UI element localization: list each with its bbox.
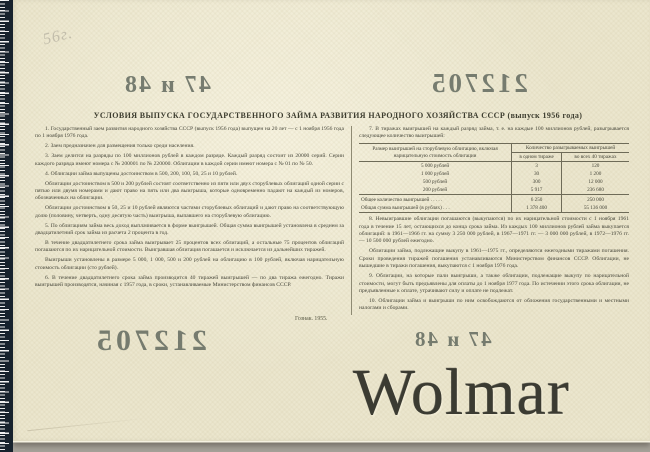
table-row: 5 000 рублей 3 120	[359, 162, 629, 171]
clause-10: 10. Облигации займа и выигрыши по ним освобождаются от обложения государственными и местными налогами и сборами.	[359, 297, 629, 312]
clause-4a: Облигации достоинством в 500 и 200 рублей состоят соответственно из пяти или двух сторублевых облигаций одной серии с пятью или двумя номерами и дают право на пять или два выигрыша, которые одновременно падают на каждый из номеров, обозначенных на облигации.	[35, 180, 344, 202]
clause-9: 9. Облигации, на которые пали выигрыши, а также облигации, подлежащие выкупу по нарицательной стоимости, могут быть предъявлены для оплаты до 1 ноября 1977 года. По истечении этого срока облигации, не предъявленные к оплате, утрачивают силу и оплате не подлежат.	[359, 273, 629, 294]
col-header-prize-size: Размер выигрышей на сторублевую облигацию, включая нарицательную стоимость облигации	[359, 144, 512, 162]
clause-7: 7. В тиражах выигрышей на каждый разряд займа, т. е. на каждые 100 миллионов рублей, разыгрывается следующее количество выигрышей:	[359, 126, 629, 140]
conditions-title: УСЛОВИЯ ВЫПУСКА ГОСУДАРСТВЕННОГО ЗАЙМА РАЗВИТИЯ НАРОДНОГО ХОЗЯЙСТВА СССР (выпуск 1956 года)	[93, 111, 583, 120]
clause-3: 3. Заем делится на разряды по 100 миллионов рублей в каждом разряде. Каждый разряд состоит из 20000 серий. Серии каждого разряда имеют номера с № 200001 по № 220000. Облигации в каждой серии имеют номера с № 01 по № 50.	[35, 153, 344, 167]
bond-numbers-showthrough-bottom: 47 и 48	[413, 327, 492, 351]
clause-6: 6. В течение двадцатилетнего срока займа производится 40 тиражей выигрышей — по два тиража ежегодно. Тиражи выигрышей производятся, начиная с 1957 года, в сроки, устанавливаемые Министерством финансов СССР.	[35, 274, 344, 289]
goznak-imprint: Гознак. 1955.	[295, 316, 328, 322]
col-header-one-draw: в одном тираже	[512, 153, 562, 162]
wolmar-watermark: Wolmar	[353, 356, 570, 429]
clause-4: 4. Облигации займа выпущены достоинством в 500, 200, 100, 50, 25 и 10 рублей.	[45, 170, 238, 177]
serial-number-showthrough-bottom: 212705	[93, 324, 207, 357]
clause-1: 1. Государственный заем развития народного хозяйства СССР (выпуск 1956 года) выпущен на 20 лет — с 1 ноября 1956 года по 1 ноября 1976 года.	[35, 126, 344, 140]
measuring-ruler	[0, 0, 13, 452]
winnings-table	[359, 143, 629, 213]
handwritten-note: 56г.	[41, 24, 75, 49]
clause-8: 8. Невыигравшие облигации погашаются (выкупаются) по их нарицательной стоимости с 1 ноября 1961 года в течение 15 лет, остающихся до конца срока займа. Из каждых 100 миллионов рублей займа выкупается облигаций: в 1961—1966 гг. на сумму 3 250 000 рублей, в 1967—1971 гг. — 3 000 000 рублей, в 1972—1976 гг. — 10 500 000 рублей ежегодно.	[359, 216, 629, 245]
clause-5a: В течение двадцатилетнего срока займа выигрывает 25 процентов всех облигаций, а остальные 75 процентов облигаций погашаются по их нарицательной стоимости. Выигравшая облигация погашается и исключается из дальнейших тиражей.	[35, 240, 344, 254]
clause-4b: Облигации достоинством в 50, 25 и 10 рублей являются частями сторублевых облигаций и дают право на соответствующую долю (половину, четверть, одну десятую часть) выигрыша, выпавшего на сторублевую облигацию.	[35, 205, 344, 219]
col-header-all-draws: во всех 40 тиражах	[561, 153, 629, 162]
serial-number-showthrough-top: 212705	[429, 68, 528, 98]
clause-5: 5. По облигациям займа весь доход выплачивается в форме выигрышей. Общая сумма выигрышей установлена в среднем за двадцатилетний срок займа из расчета 2 процента в год.	[35, 222, 344, 237]
paper-crease	[27, 418, 146, 432]
table-row: 500 рублей 300 12 000	[359, 178, 629, 186]
conditions-body	[35, 126, 629, 315]
col-header-count: Количество разыгрываемых выигрышей	[512, 144, 629, 153]
right-column	[351, 126, 629, 315]
table-total-count-row: Общее количество выигрышей . . . . . 6 250 250 000	[359, 195, 629, 204]
bond-numbers-showthrough-top: 47 и 48	[123, 72, 211, 98]
left-column	[35, 126, 351, 292]
clause-5b: Выигрыши установлены в размере 5 000, 1 000, 500 и 200 рублей на облигацию в 100 рублей, включая нарицательную стоимость облигации (сто рублей).	[35, 257, 344, 271]
clause-2: 2. Заем предназначен для размещения только среди населения.	[45, 143, 195, 150]
clause-8a: Облигации займа, подлежащие выкупу в 1961—1975 гг., определяются ежегодными тиражами погашения. Сроки проведения тиражей погашения устанавливаются Министерством финансов СССР. Облигации, не вышедшие в тиражи погашения, выкупаются с 1 ноября 1976 года.	[359, 248, 629, 270]
table-row: 1 000 рублей 30 1 200	[359, 170, 629, 178]
table-row: 200 рублей 5 917 236 680	[359, 186, 629, 195]
table-total-sum-row: Общая сумма выигрышей (в рублях) . . . 1 378 400 55 136 000	[359, 204, 629, 213]
